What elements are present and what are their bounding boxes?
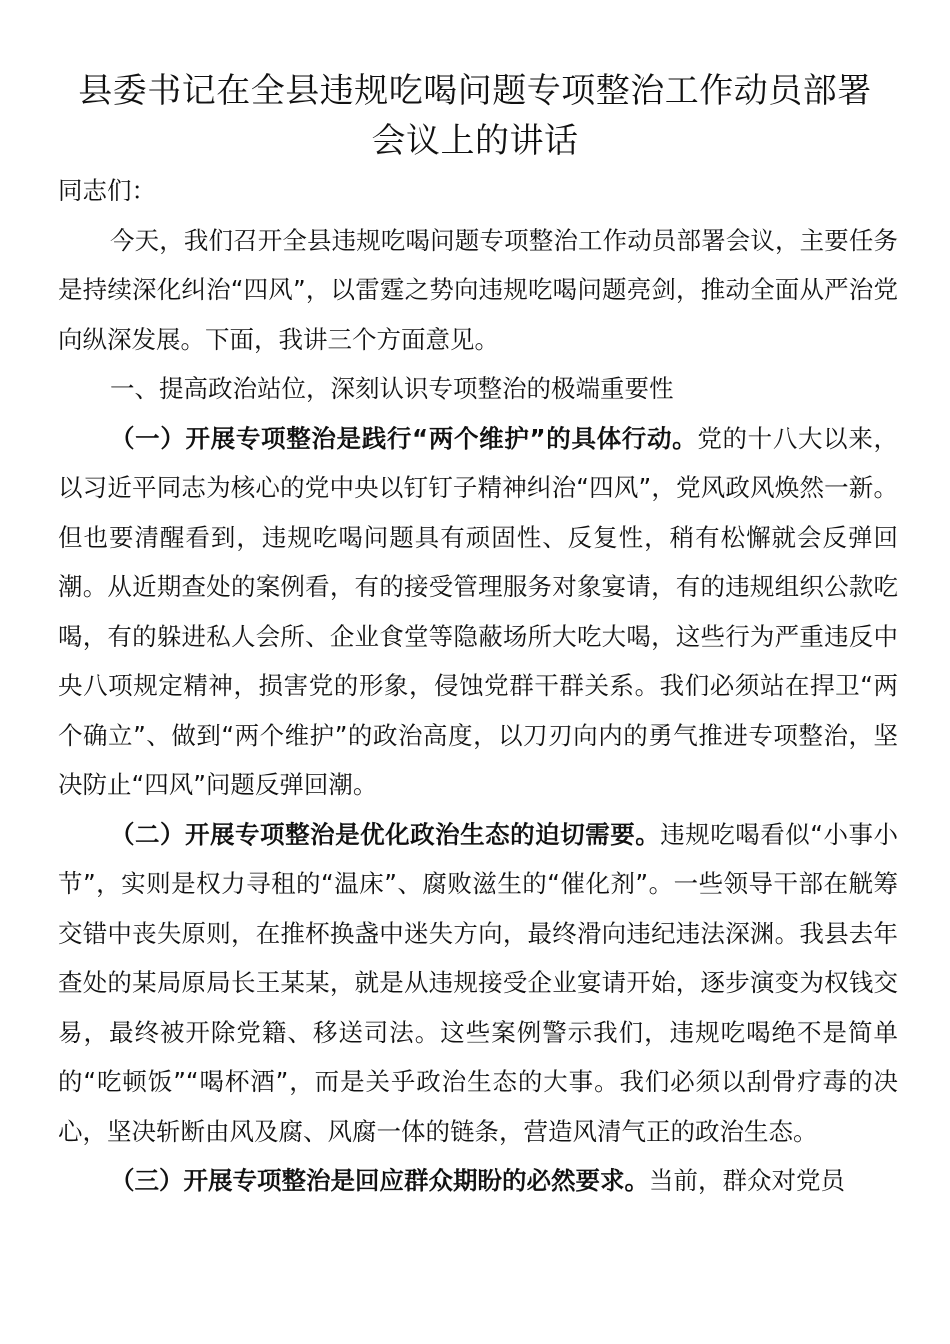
document-title-line-2: 会议上的讲话: [371, 121, 579, 161]
subsection-1-lead: （一）开展专项整治是践行“两个维护”的具体行动。: [110, 423, 698, 453]
subsection-3-text: 当前，群众对党员: [649, 1166, 845, 1195]
subsection-3-paragraph: [58, 1156, 898, 1206]
subsection-2-paragraph: [58, 810, 898, 1157]
subsection-2-lead: （二）开展专项整治是优化政治生态的迫切需要。: [110, 819, 661, 849]
subsection-1-paragraph: [58, 414, 898, 810]
subsection-2-text: 违规吃喝看似“小事小节”，实则是权力寻租的“温床”、腐败滋生的“催化剂”。一些领导干部在觥筹交错中丧失原则，在推杯换盏中迷失方向，最终滑向违纪违法深渊。我县去年查处的某局原局长王某某，就是从违规接受企业宴请开始，逐步演变为权钱交易，最终被开除党籍、移送司法。这些案例警示我们，违规吃喝绝不是简单的“吃顿饭”“喝杯酒”，而是关乎政治生态的大事。我们必须以刮骨疗毒的决心，坚决斩断由风及腐、风腐一体的链条，营造风清气正的政治生态。: [58, 819, 898, 1146]
subsection-3-lead: （三）开展专项整治是回应群众期盼的必然要求。: [110, 1166, 649, 1195]
salutation: 同志们：: [58, 176, 156, 205]
document-title-line-1: 县委书记在全县违规吃喝问题专项整治工作动员部署: [78, 71, 872, 111]
document-body: [58, 166, 898, 1206]
subsection-1-text: 党的十八大以来，以习近平同志为核心的党中央以钉钉子精神纠治“四风”，党风政风焕然一新。但也要清醒看到，违规吃喝问题具有顽固性、反复性，稍有松懈就会反弹回潮。从近期查处的案例看，有的接受管理服务对象宴请，有的违规组织公款吃喝，有的躲进私人会所、企业食堂等隐蔽场所大吃大喝，这些行为严重违反中央八项规定精神，损害党的形象，侵蚀党群干群关系。我们必须站在捍卫“两个确立”、做到“两个维护”的政治高度，以刀刃向内的勇气推进专项整治，坚决防止“四风”问题反弹回潮。: [58, 423, 899, 799]
intro-paragraph: 今天，我们召开全县违规吃喝问题专项整治工作动员部署会议，主要任务是持续深化纠治“四风”，以雷霆之势向违规吃喝问题亮剑，推动全面从严治党向纵深发展。下面，我讲三个方面意见。: [58, 225, 898, 354]
section-1-heading: 一、提高政治站位，深刻认识专项整治的极端重要性: [110, 374, 674, 403]
